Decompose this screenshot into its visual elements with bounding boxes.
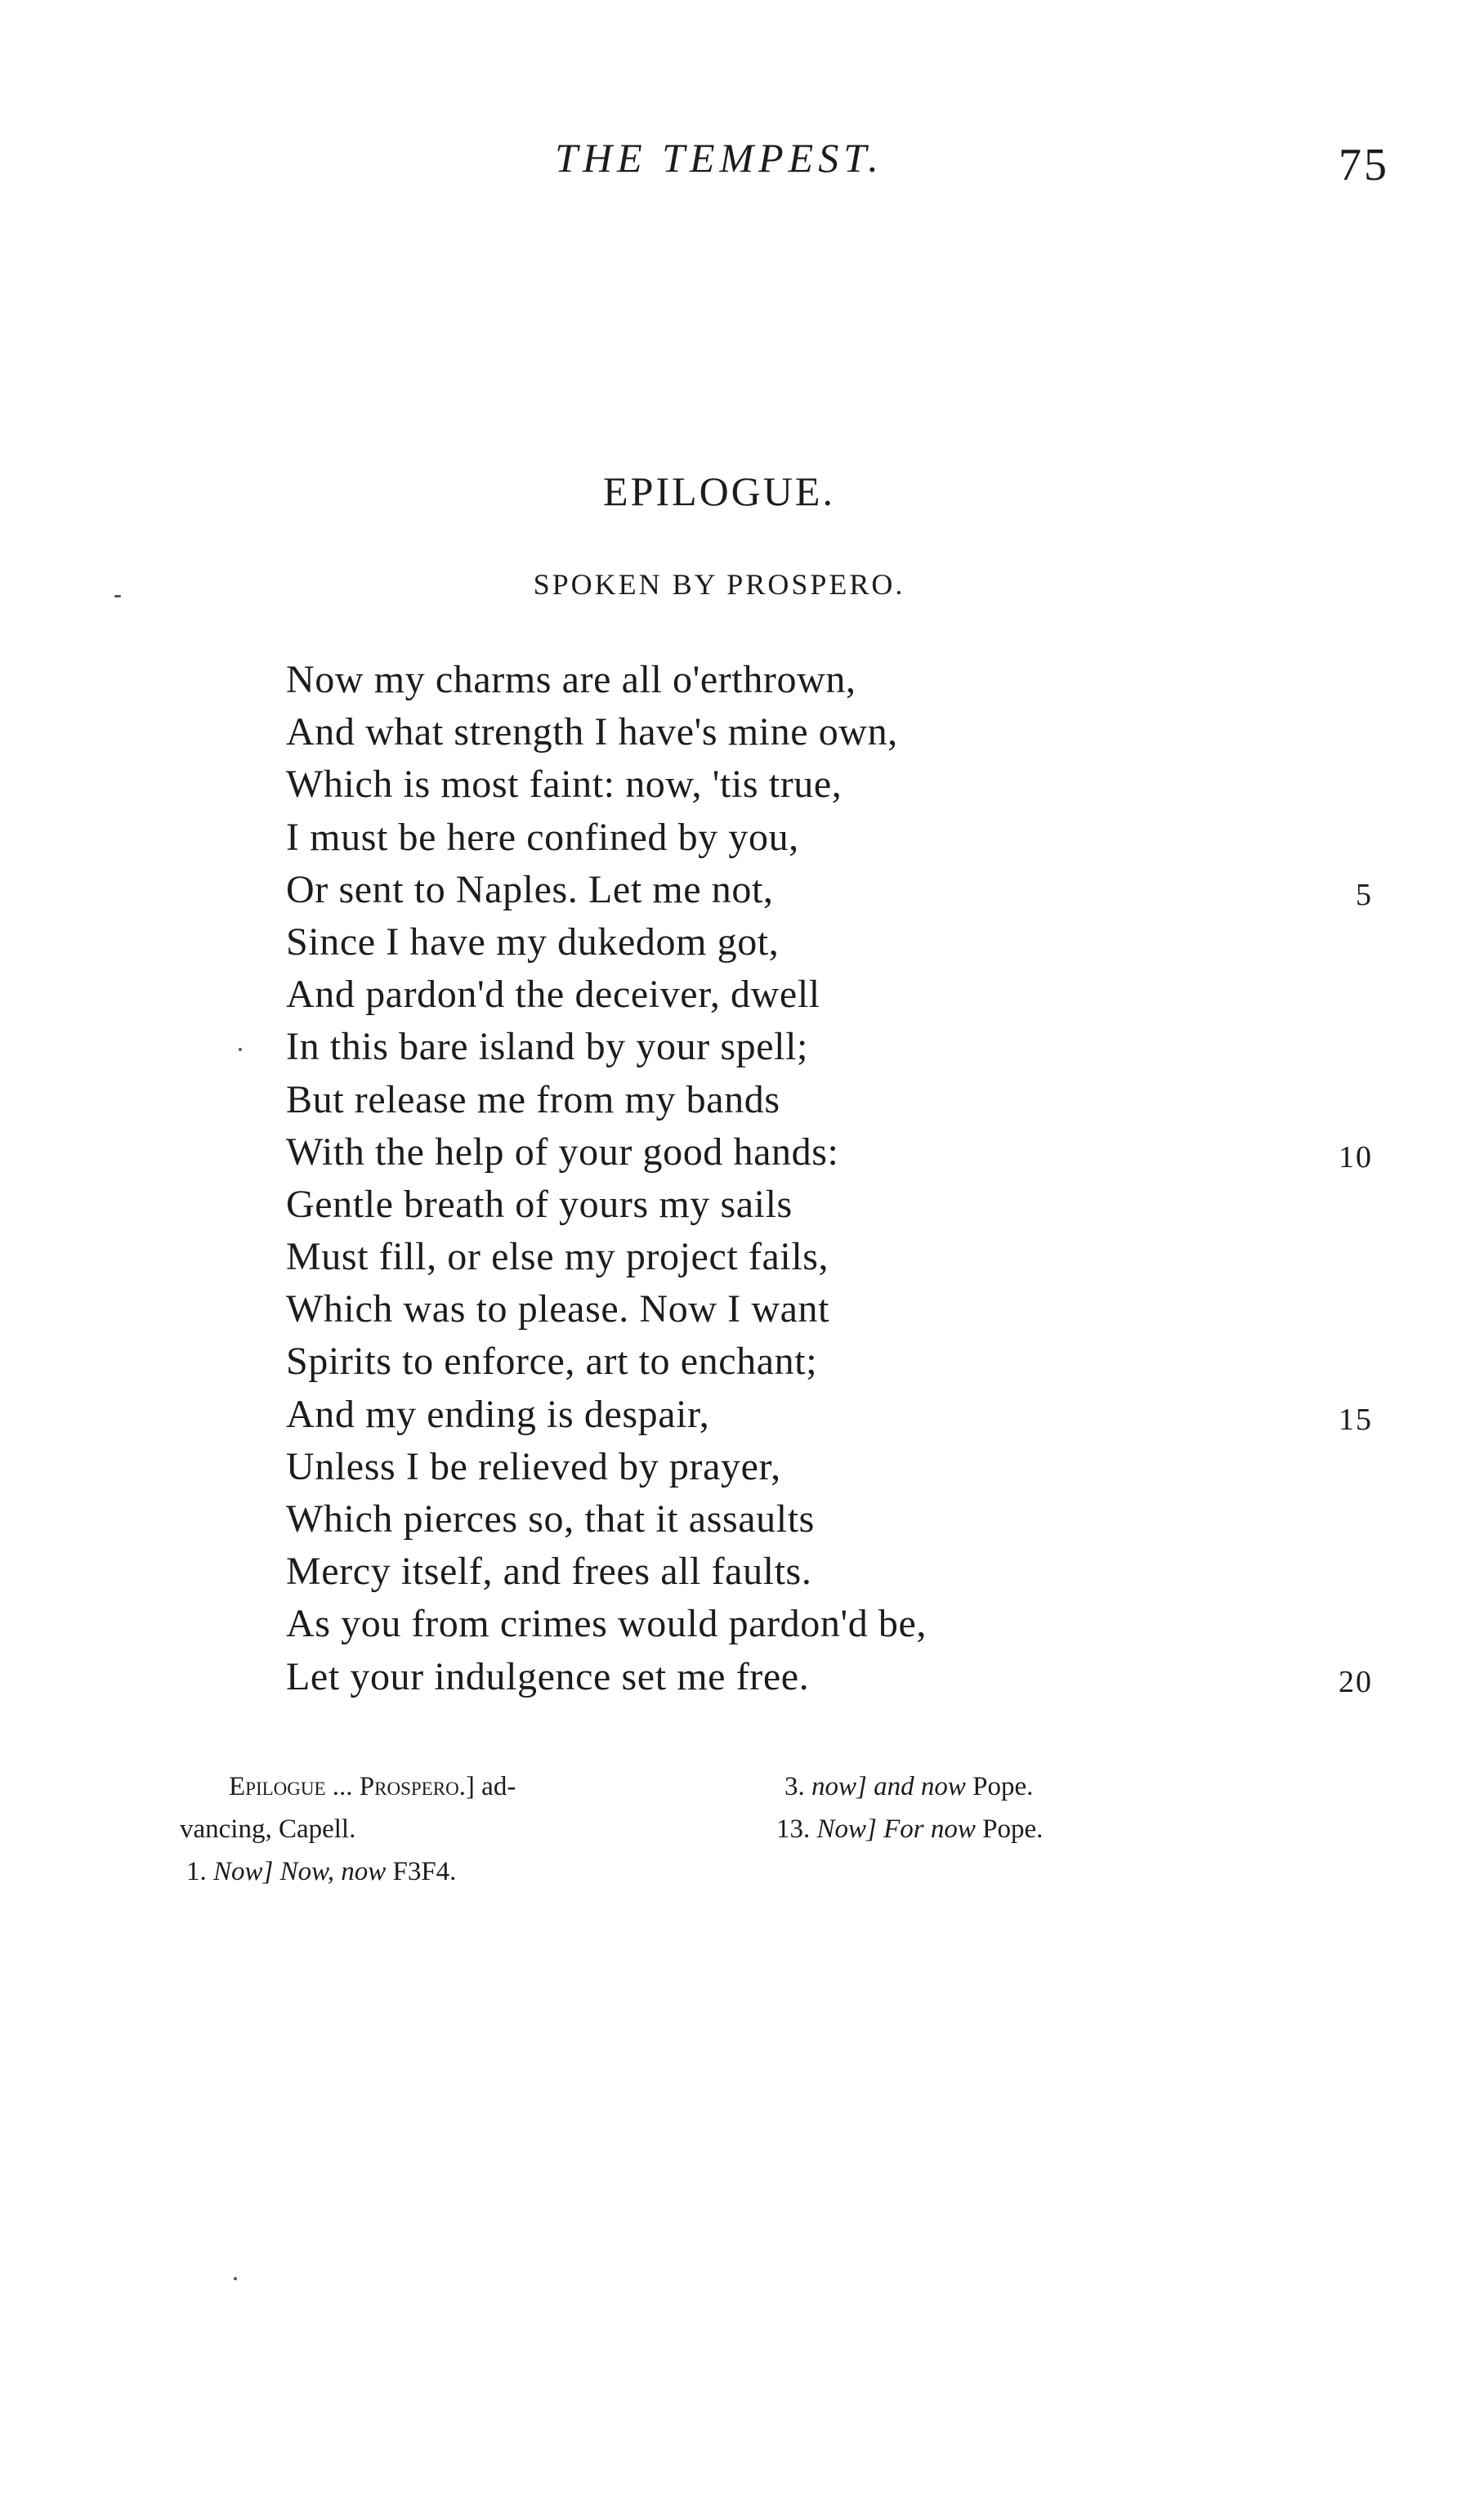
note-reading: and now: [874, 1772, 966, 1801]
stray-mark: [234, 2277, 237, 2280]
poem-line-text: Now my charms are all o'erthrown,: [286, 658, 856, 701]
note-line-number: 1.: [186, 1857, 207, 1886]
page-number: 75: [1339, 140, 1389, 190]
poem-line: [286, 1126, 1373, 1179]
note-text: ad-: [481, 1772, 516, 1801]
poem-line-text: Or sent to Naples. Let me not,: [286, 867, 774, 911]
poem-line-text: As you from crimes would pardon'd be,: [286, 1602, 928, 1646]
note-line-3: [776, 1765, 1234, 1808]
note-text: vancing, Capell.: [180, 1814, 356, 1844]
poem-line-text: And pardon'd the deceiver, dwell: [286, 973, 820, 1017]
poem-line-text: Unless I be relieved by prayer,: [286, 1444, 781, 1488]
note-lemma: Epilogue ... Prospero.]: [229, 1772, 475, 1801]
poem-line: [286, 1493, 1373, 1546]
note-lemma: Now]: [213, 1857, 274, 1886]
poem-line: [286, 1441, 1373, 1493]
poem-line-text: In this bare island by your spell;: [286, 1025, 808, 1069]
poem-line: [286, 1179, 1373, 1231]
poem-line: [286, 1231, 1373, 1283]
section-title: EPILOGUE.: [603, 468, 835, 514]
notes-left-column: [180, 1765, 637, 1893]
poem-line: [286, 706, 1373, 758]
poem-line-text: I must be here confined by you,: [286, 815, 799, 859]
speaker-heading: SPOKEN BY PROSPERO.: [533, 568, 905, 601]
poem-line: [286, 1389, 1373, 1441]
line-number: 20: [1339, 1664, 1373, 1699]
poem-line: [286, 916, 1373, 969]
poem-line: [286, 1651, 1373, 1703]
note-epilogue-continued: [180, 1808, 637, 1850]
poem-line: [286, 1074, 1373, 1126]
poem-line: [286, 969, 1373, 1021]
line-number: 5: [1356, 877, 1373, 912]
poem-line: [286, 864, 1373, 916]
poem-line-text: Let your indulgence set me free.: [286, 1654, 810, 1698]
note-reading: For now: [883, 1814, 976, 1844]
poem-line: [286, 758, 1373, 811]
note-line-13: [776, 1808, 1234, 1850]
note-epilogue: [180, 1765, 637, 1808]
line-number: 10: [1339, 1139, 1373, 1174]
poem-line: [286, 1546, 1373, 1598]
note-reading: Now, now: [279, 1857, 387, 1886]
poem-line: [286, 1283, 1373, 1336]
poem-line-text: And what strength I have's mine own,: [286, 710, 898, 754]
note-line-number: 3.: [784, 1772, 805, 1801]
stray-mark: [114, 595, 121, 597]
poem-line-text: Which was to please. Now I want: [286, 1287, 830, 1331]
poem-body: [286, 654, 1373, 1703]
poem-line-text: Mercy itself, and frees all faults.: [286, 1550, 812, 1594]
note-line-number: 13.: [776, 1814, 811, 1844]
note-line-1: [180, 1850, 637, 1893]
poem-line: [286, 1021, 1373, 1073]
note-source: Pope.: [982, 1814, 1044, 1844]
note-source: F3F4.: [392, 1857, 457, 1886]
poem-line-text: Must fill, or else my project fails,: [286, 1235, 829, 1279]
poem-line-text: And my ending is despair,: [286, 1392, 710, 1436]
poem-line: [286, 654, 1373, 706]
notes-right-column: [776, 1765, 1234, 1850]
poem-line: [286, 1598, 1373, 1650]
poem-line-text: Which is most faint: now, 'tis true,: [286, 763, 843, 807]
note-lemma: now]: [811, 1772, 867, 1801]
note-source: Pope.: [972, 1772, 1034, 1801]
stray-mark: [239, 1048, 242, 1051]
running-title: THE TEMPEST.: [555, 135, 883, 181]
poem-line-text: Since I have my dukedom got,: [286, 919, 780, 964]
poem-line-text: Gentle breath of yours my sails: [286, 1182, 793, 1226]
poem-line: [286, 1336, 1373, 1388]
poem-line-text: Spirits to enforce, art to enchant;: [286, 1340, 818, 1384]
poem-line-text: But release me from my bands: [286, 1077, 780, 1121]
note-lemma: Now]: [816, 1814, 877, 1844]
line-number: 15: [1339, 1402, 1373, 1437]
poem-line-text: Which pierces so, that it assaults: [286, 1497, 815, 1541]
poem-line: [286, 812, 1373, 864]
poem-line-text: With the help of your good hands:: [286, 1130, 839, 1174]
